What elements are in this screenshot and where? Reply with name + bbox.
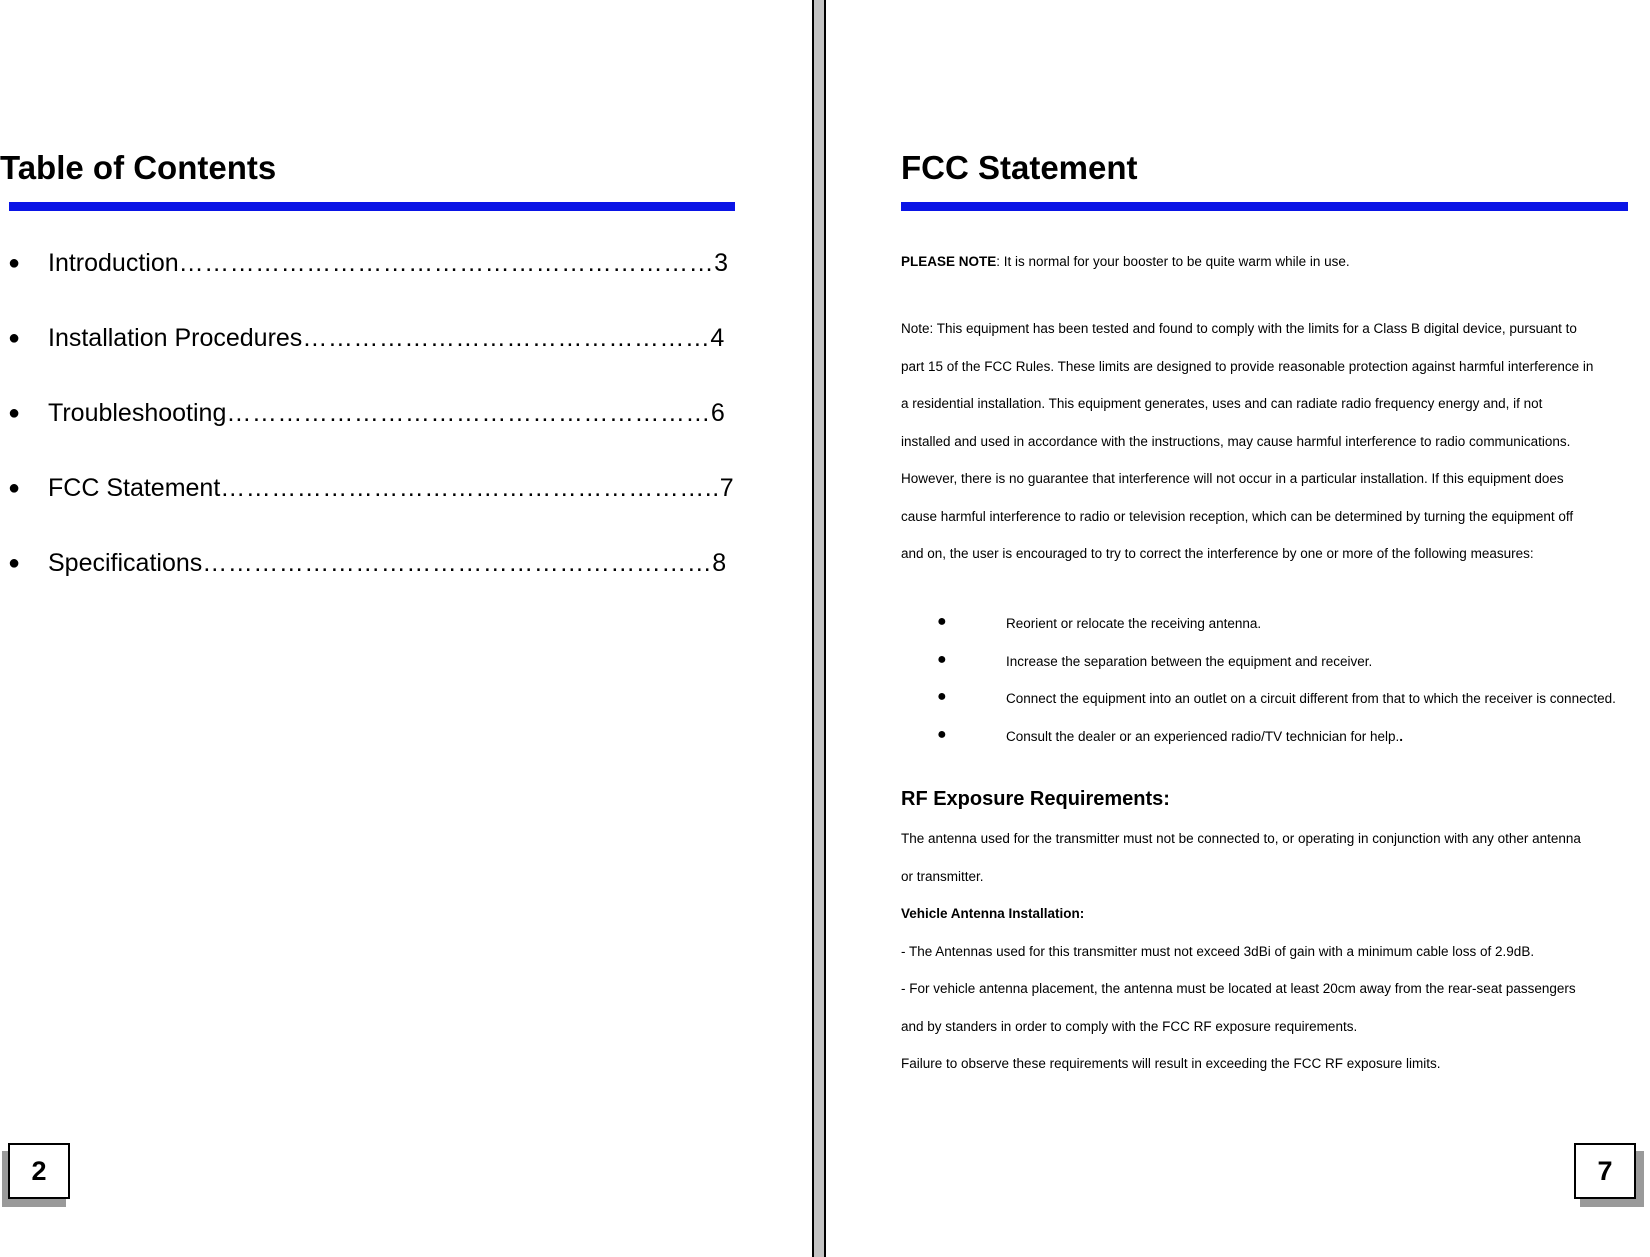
note-line: cause harmful interference to radio or television reception, which can be determined by turning the equipment off (901, 508, 1574, 524)
toc-page-number: 4 (710, 324, 725, 352)
toc-page-number: 7 (719, 474, 734, 502)
note-line: and on, the user is encouraged to try to correct the interference by one or more of the following measures: (901, 546, 1534, 561)
fcc-heading: FCC Statement (901, 149, 1138, 186)
bullet-icon: ● (8, 327, 21, 349)
toc-entry-label: Installation Procedures (48, 324, 303, 352)
toc-leader-dots: ………………………………………………… (226, 399, 711, 427)
bullet-icon: ● (937, 651, 947, 668)
toc-page-number: 6 (710, 399, 725, 427)
toc-leader-dots: ………………………………………… (302, 324, 711, 352)
heading-rule (901, 202, 1628, 211)
please-note-label: PLEASE NOTE (901, 254, 997, 269)
please-note-text: : It is normal for your booster to be quite warm while in use. (996, 254, 1350, 269)
toc-entry-installation[interactable] (0, 318, 740, 358)
page-number-box (2, 1143, 68, 1207)
list-item (901, 653, 1646, 673)
right-page (830, 0, 1650, 1257)
vehicle-line: - The Antennas used for this transmitter must not exceed 3dBi of gain with a minimum cable loss of 2.9dB. (901, 943, 1535, 959)
rf-exposure-heading: RF Exposure Requirements: (901, 788, 1170, 810)
toc-entry-label: Troubleshooting (48, 399, 227, 427)
measure-text: Connect the equipment into an outlet on a circuit different from that to which the receiver is connected. (1006, 691, 1616, 706)
toc-entry-label: FCC Statement (48, 474, 221, 502)
toc-page-number: 3 (714, 249, 729, 277)
toc-leader-dots: …………………………………………………… (202, 549, 713, 577)
toc-entry-fcc-statement[interactable] (0, 468, 740, 508)
note-line: Note: This equipment has been tested and found to comply with the limits for a Class B digital device, pursuant to (901, 321, 1577, 336)
note-line: However, there is no guarantee that interference will not occur in a particular installation. If this equipment does (901, 471, 1564, 486)
measure-text-group (1006, 728, 1403, 746)
note-line: part 15 of the FCC Rules. These limits are designed to provide reasonable protection against harmful interference in (901, 358, 1594, 374)
list-item (901, 728, 1646, 748)
toc-entry-specifications[interactable] (0, 543, 740, 583)
vehicle-antenna-heading: Vehicle Antenna Installation: (901, 906, 1085, 921)
measure-text: Consult the dealer or an experienced radio/TV technician for help. (1006, 729, 1400, 744)
book-spine (812, 0, 826, 1257)
rf-line: The antenna used for the transmitter must not be connected to, or operating in conjunction with any other antenna (901, 831, 1581, 846)
bullet-icon: ● (937, 688, 947, 705)
note-line: installed and used in accordance with the instructions, may cause harmful interference to radio communications. (901, 433, 1571, 449)
toc-leader-dots: ………………………………………………….. (220, 474, 720, 502)
note-line: a residential installation. This equipment generates, uses and can radiate radio frequency energy and, if not (901, 396, 1543, 411)
vehicle-line: and by standers in order to comply with the FCC RF exposure requirements. (901, 1018, 1358, 1034)
toc-page-number: 8 (712, 549, 727, 577)
page-number: 2 (8, 1143, 70, 1199)
vehicle-line: - For vehicle antenna placement, the antenna must be located at least 20cm away from the rear-seat passengers (901, 981, 1576, 996)
rf-line: or transmitter. (901, 868, 984, 884)
measure-text: Reorient or relocate the receiving antenna. (1006, 616, 1262, 631)
page-number-box (1574, 1143, 1640, 1207)
measure-text: Increase the separation between the equipment and receiver. (1006, 654, 1373, 669)
page-number: 7 (1574, 1143, 1636, 1199)
toc-leader-dots: ……………………………………………………… (178, 249, 715, 277)
bullet-icon: ● (937, 726, 947, 743)
toc-entry-troubleshooting[interactable] (0, 393, 740, 433)
bullet-icon: ● (937, 613, 947, 630)
heading-rule (9, 202, 735, 211)
toc-entry-introduction[interactable] (0, 243, 740, 283)
bullet-icon: ● (8, 402, 21, 424)
toc-entry-label: Specifications (48, 549, 203, 577)
bullet-icon: ● (8, 552, 21, 574)
left-page (0, 0, 812, 1257)
list-item (901, 615, 1646, 635)
measure-period: . (1399, 729, 1403, 744)
please-note (901, 253, 1646, 271)
toc-entry-label: Introduction (48, 249, 179, 277)
bullet-icon: ● (8, 477, 21, 499)
vehicle-line: Failure to observe these requirements will result in exceeding the FCC RF exposure limits. (901, 1056, 1441, 1071)
bullet-icon: ● (8, 252, 21, 274)
list-item (901, 690, 1646, 710)
toc-heading: Table of Contents (0, 149, 277, 186)
